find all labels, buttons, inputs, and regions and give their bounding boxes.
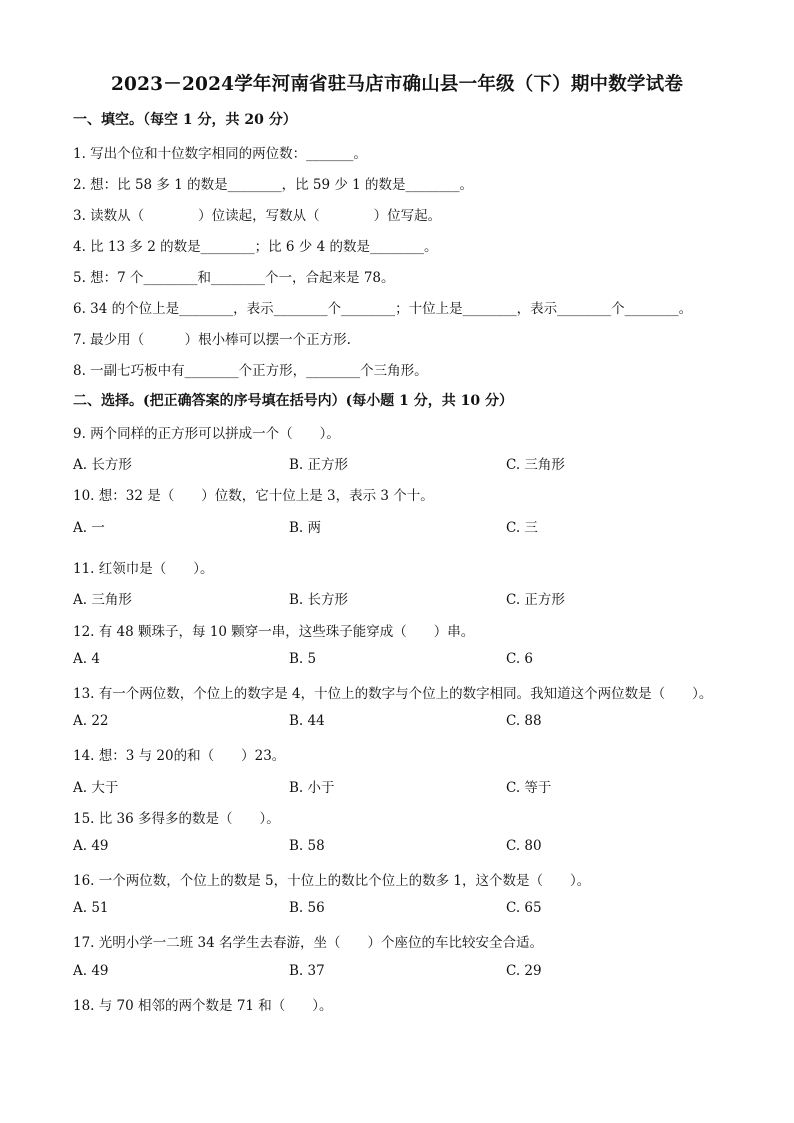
fill-question-1: 1. 写出个位和十位数字相同的两位数：_______。: [73, 146, 367, 162]
option-b: B. 56: [289, 900, 325, 916]
choice-question-17: 17. 光明小学一二班 34 名学生去春游，坐（ ）个座位的车比较安全合适。: [73, 935, 544, 951]
fill-question-6: 6. 34 的个位上是________，表示________个________；十位上是________，表示________个________。: [73, 301, 693, 317]
fill-question-7: 7. 最少用（ ）根小棒可以摆一个正方形.: [73, 332, 351, 348]
option-c: C. 65: [506, 900, 542, 916]
fill-question-2: 2. 想：比 58 多 1 的数是________，比 59 少 1 的数是________。: [73, 177, 474, 193]
option-c: C. 88: [506, 713, 542, 729]
option-b: B. 两: [289, 520, 322, 536]
choice-question-14: 14. 想：3 与 20的和（ ）23。: [73, 748, 286, 764]
option-a: A. 4: [73, 651, 100, 667]
option-c: C. 等于: [506, 780, 552, 796]
section-fill-heading: 一、填空。（每空 1 分，共 20 分）: [73, 112, 297, 128]
option-c: C. 三: [506, 520, 538, 536]
option-c: C. 6: [506, 651, 534, 667]
choice-question-9: 9. 两个同样的正方形可以拼成一个（ ）。: [73, 426, 340, 442]
choice-question-18: 18. 与 70 相邻的两个数是 71 和（ ）。: [73, 998, 333, 1014]
option-a: A. 49: [73, 963, 109, 979]
option-b: B. 58: [289, 838, 325, 854]
option-b: B. 37: [289, 963, 325, 979]
option-a: A. 49: [73, 838, 109, 854]
option-c: C. 三角形: [506, 457, 565, 473]
section-choice-heading: 二、选择。(把正确答案的序号填在括号内）(每小题 1 分，共 10 分）: [73, 393, 513, 409]
option-b: B. 44: [289, 713, 325, 729]
choice-question-15: 15. 比 36 多得多的数是（ ）。: [73, 811, 280, 827]
choice-question-11: 11. 红领巾是（ ）。: [73, 561, 214, 577]
fill-question-4: 4. 比 13 多 2 的数是________；比 6 少 4 的数是________。: [73, 239, 438, 255]
choice-question-12: 12. 有 48 颗珠子，每 10 颗穿一串，这些珠子能穿成（ ）串。: [73, 624, 475, 640]
option-b: B. 小于: [289, 780, 335, 796]
fill-question-8: 8. 一副七巧板中有________个正方形，________个三角形。: [73, 363, 428, 379]
option-b: B. 5: [289, 651, 317, 667]
option-a: A. 22: [73, 713, 109, 729]
choice-question-16: 16. 一个两位数，个位上的数是 5，十位上的数比个位上的数多 1，这个数是（ ）。: [73, 873, 591, 889]
option-c: C. 29: [506, 963, 542, 979]
exam-title: 2023－2024学年河南省驻马店市确山县一年级（下）期中数学试卷: [110, 74, 684, 95]
option-c: C. 80: [506, 838, 542, 854]
choice-question-10: 10. 想：32 是（ ）位数，它十位上是 3，表示 3 个十。: [73, 488, 434, 504]
option-b: B. 正方形: [289, 457, 349, 473]
option-a: A. 51: [73, 900, 109, 916]
fill-question-5: 5. 想：7 个________和________个一，合起来是 78。: [73, 270, 395, 286]
option-a: A. 三角形: [73, 592, 132, 608]
option-c: C. 正方形: [506, 592, 565, 608]
choice-question-13: 13. 有一个两位数，个位上的数字是 4，十位上的数字与个位上的数字相同。我知道这个两位数是（ ）。: [73, 686, 713, 702]
option-a: A. 大于: [73, 780, 119, 796]
option-b: B. 长方形: [289, 592, 349, 608]
option-a: A. 长方形: [73, 457, 132, 473]
fill-question-3: 3. 读数从（ ）位读起，写数从（ ）位写起。: [73, 208, 442, 224]
option-a: A. 一: [73, 520, 105, 536]
